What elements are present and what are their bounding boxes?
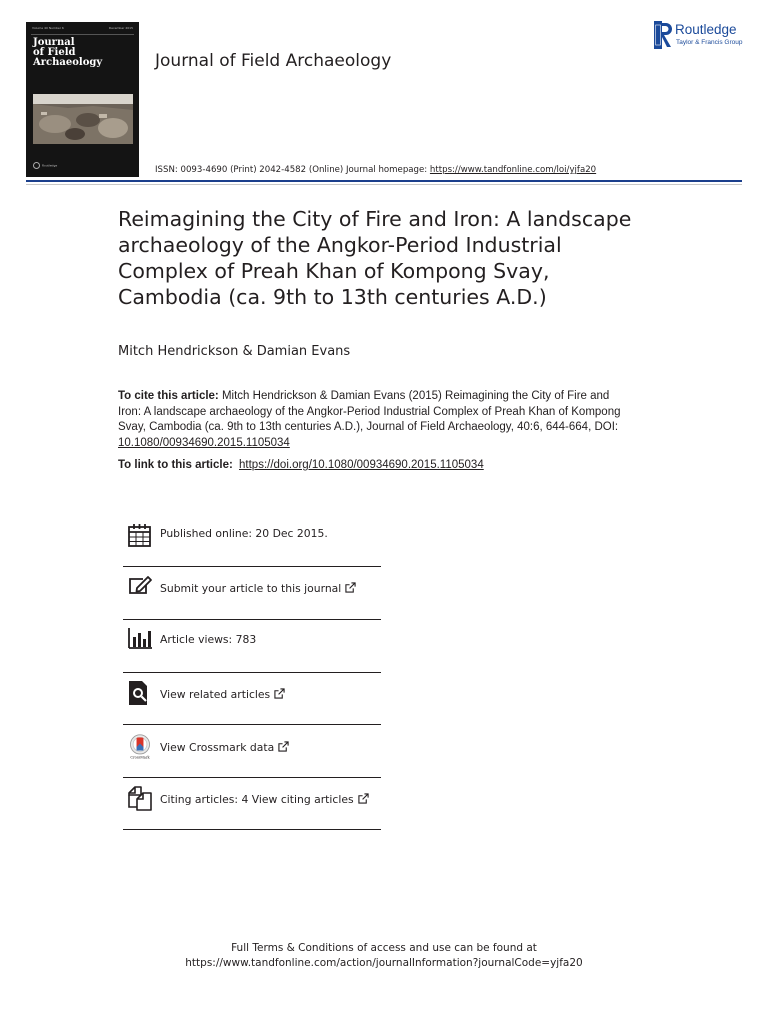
related-articles-link[interactable] — [160, 688, 285, 701]
crossmark-label: View Crossmark data — [160, 741, 275, 754]
citation-line: Svay, Cambodia (ca. 9th to 13th centuries A.D.), Journal of Field Archaeology, 40:6, 644-664, DOI: — [118, 421, 619, 433]
article-title — [118, 206, 678, 310]
row-divider — [123, 829, 381, 830]
bar-chart-icon — [127, 625, 153, 651]
cover-title-line: Journal — [33, 37, 75, 48]
issn-text: ISSN: 0093-4690 (Print) 2042-4582 (Online) Journal homepage: — [155, 165, 428, 175]
cover-volume: Volume 40 Number 6 — [32, 26, 64, 30]
external-link-icon — [274, 688, 285, 699]
citation-block — [118, 389, 658, 451]
published-online-row — [123, 515, 381, 567]
citing-articles-row[interactable] — [123, 778, 381, 830]
article-link-line — [118, 459, 484, 471]
journal-name[interactable]: Journal of Field Archaeology — [155, 51, 392, 71]
cover-publisher-icon — [33, 162, 40, 169]
calendar-icon — [127, 522, 153, 548]
publisher-subtitle: Taylor & Francis Group — [676, 39, 743, 46]
citing-articles-label: Citing articles: 4 View citing articles — [160, 793, 354, 806]
cover-publisher: Routledge — [42, 163, 58, 168]
cover-title-line: of Field — [33, 47, 76, 58]
submit-article-row[interactable] — [123, 567, 381, 619]
citation-label: To cite this article: — [118, 390, 219, 402]
article-authors: Mitch Hendrickson & Damian Evans — [118, 344, 351, 359]
cover-title — [33, 38, 133, 68]
terms-url[interactable]: https://www.tandfonline.com/action/journalInformation?journalCode=yjfa20 — [185, 957, 583, 969]
article-title-line: archaeology of the Angkor-Period Industrial — [118, 233, 562, 257]
terms-footer — [0, 941, 768, 971]
article-title-line: Reimagining the City of Fire and Iron: A landscape — [118, 207, 632, 231]
published-online-text: Published online: 20 Dec 2015. — [160, 527, 328, 540]
submit-article-label: Submit your article to this journal — [160, 582, 342, 595]
issn-line — [155, 165, 596, 175]
cover-photo — [33, 94, 133, 144]
citation-line: Iron: A landscape archaeology of the Angkor-Period Industrial Complex of Preah Khan of Kompong — [118, 405, 621, 418]
citing-articles-link[interactable] — [160, 793, 369, 806]
article-doi-link[interactable]: https://doi.org/10.1080/00934690.2015.1105034 — [239, 459, 484, 471]
cover-rule — [31, 34, 134, 35]
related-articles-label: View related articles — [160, 688, 271, 701]
routledge-logo-icon — [654, 21, 672, 49]
article-views-row — [123, 620, 381, 672]
citation-doi-link[interactable]: 10.1080/00934690.2015.1105034 — [118, 436, 290, 449]
article-title-line: Cambodia (ca. 9th to 13th centuries A.D.) — [118, 285, 547, 309]
link-label: To link to this article: — [118, 459, 233, 471]
journal-cover — [26, 22, 139, 177]
crossmark-icon — [127, 734, 153, 760]
edit-icon — [127, 573, 153, 599]
article-title-line: Complex of Preah Khan of Kompong Svay, — [118, 259, 550, 283]
external-link-icon — [278, 741, 289, 752]
citation-line: Mitch Hendrickson & Damian Evans (2015) Reimagining the City of Fire and — [221, 390, 610, 402]
search-document-icon — [127, 680, 153, 706]
submit-article-link[interactable] — [160, 582, 356, 595]
publisher-name: Routledge — [675, 22, 737, 37]
cover-title-line: Archaeology — [33, 57, 103, 68]
journal-homepage-link[interactable]: https://www.tandfonline.com/loi/yjfa20 — [429, 165, 597, 175]
cover-date: December 2015 — [108, 26, 133, 30]
terms-text: Full Terms & Conditions of access and use can be found at — [231, 942, 537, 954]
citing-articles-icon — [127, 785, 153, 811]
crossmark-link[interactable] — [160, 741, 289, 754]
crossmark-row[interactable] — [123, 725, 381, 777]
article-views-text: Article views: 783 — [160, 633, 257, 646]
related-articles-row[interactable] — [123, 673, 381, 725]
header-rule — [26, 180, 742, 182]
cover-footer — [33, 162, 57, 169]
external-link-icon — [358, 793, 369, 804]
external-link-icon — [345, 582, 356, 593]
crossmark-caption: CrossMark — [130, 755, 150, 760]
header-rule-thin — [26, 184, 742, 185]
